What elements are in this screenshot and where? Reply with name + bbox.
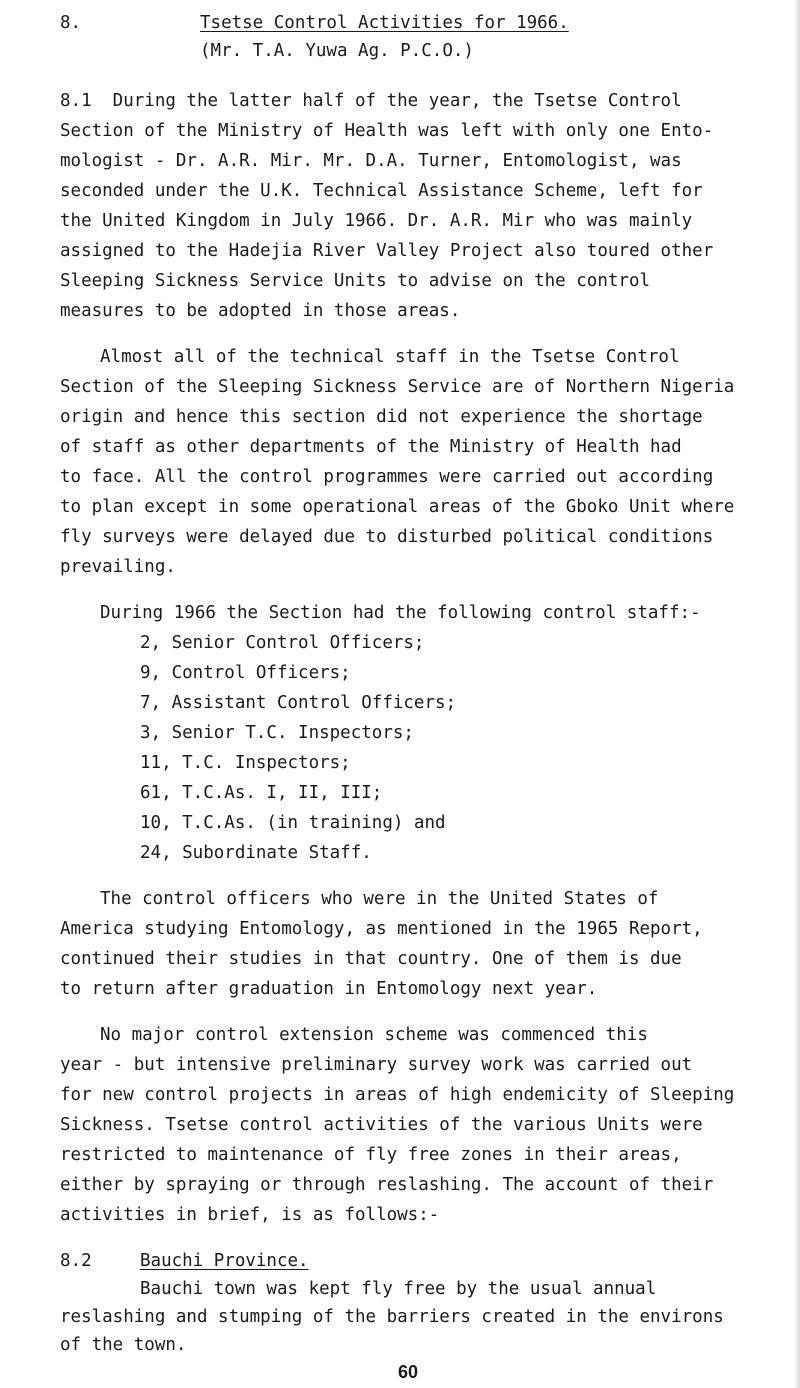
paragraph-line: year - but intensive preliminary survey work was carried out xyxy=(60,1055,693,1075)
paragraph-line: Sickness. Tsetse control activities of the various Units were xyxy=(60,1115,703,1135)
staff-list-item: 2, Senior Control Officers; xyxy=(140,633,425,653)
paragraph-line: of the town. xyxy=(60,1335,187,1355)
paragraph-line: No major control extension scheme was commenced this xyxy=(100,1025,648,1045)
staff-list-item: 9, Control Officers; xyxy=(140,663,351,683)
paragraph-line: to plan except in some operational areas of the Gboko Unit where xyxy=(60,497,735,517)
paragraph-line: continued their studies in that country. One of them is due xyxy=(60,949,682,969)
paragraph-line: mologist - Dr. A.R. Mir. Mr. D.A. Turner, Entomologist, was xyxy=(60,151,682,171)
paragraph-line: reslashing and stumping of the barriers created in the environs xyxy=(60,1307,724,1327)
paragraph-line: the United Kingdom in July 1966. Dr. A.R. Mir who was mainly xyxy=(60,211,693,231)
staff-list-item: 3, Senior T.C. Inspectors; xyxy=(140,723,414,743)
paragraph-line: to face. All the control programmes were carried out according xyxy=(60,467,714,487)
paragraph-line: Section of the Sleeping Sickness Service are of Northern Nigeria xyxy=(60,377,735,397)
paragraph-line: Section of the Ministry of Health was left with only one Ento- xyxy=(60,121,714,141)
paragraph-line: prevailing. xyxy=(60,557,176,577)
paragraph-line: for new control projects in areas of high endemicity of Sleeping xyxy=(60,1085,735,1105)
subsection-number: 8.2 xyxy=(60,1251,92,1271)
page-number: 60 xyxy=(398,1362,419,1382)
staff-list-item: 11, T.C. Inspectors; xyxy=(140,753,351,773)
paragraph-line: origin and hence this section did not experience the shortage xyxy=(60,407,703,427)
paragraph-line: either by spraying or through reslashing. The account of their xyxy=(60,1175,714,1195)
paragraph-line: seconded under the U.K. Technical Assistance Scheme, left for xyxy=(60,181,703,201)
paragraph-line: restricted to maintenance of fly free zones in their areas, xyxy=(60,1145,682,1165)
paragraph-line: Almost all of the technical staff in the Tsetse Control xyxy=(100,347,680,367)
staff-intro: During 1966 the Section had the following control staff:- xyxy=(100,603,701,623)
paragraph-line: to return after graduation in Entomology next year. xyxy=(60,979,598,999)
section-number: 8. xyxy=(60,13,82,33)
paragraph-line: 8.1 During the latter half of the year, the Tsetse Control xyxy=(60,91,682,111)
paragraph-line: of staff as other departments of the Ministry of Health had xyxy=(60,437,682,457)
staff-list-item: 7, Assistant Control Officers; xyxy=(140,693,457,713)
paragraph-line: activities in brief, is as follows:- xyxy=(60,1205,440,1225)
paragraph-line: Sleeping Sickness Service Units to advise on the control xyxy=(60,271,651,291)
staff-list-item: 10, T.C.As. (in training) and xyxy=(140,813,446,833)
staff-list-item: 61, T.C.As. I, II, III; xyxy=(140,783,383,803)
paragraph-line: America studying Entomology, as mentioned in the 1965 Report, xyxy=(60,919,703,939)
paragraph-line: fly surveys were delayed due to disturbed political conditions xyxy=(60,527,714,547)
section-subtitle: (Mr. T.A. Yuwa Ag. P.C.O.) xyxy=(200,41,474,61)
paragraph-line: Bauchi town was kept fly free by the usual annual xyxy=(140,1279,657,1299)
paragraph-line: measures to be adopted in those areas. xyxy=(60,301,461,321)
staff-list-item: 24, Subordinate Staff. xyxy=(140,843,372,863)
section-title: Tsetse Control Activities for 1966. xyxy=(200,13,569,33)
paragraph-line: The control officers who were in the United States of xyxy=(100,889,659,909)
subsection-title: Bauchi Province. xyxy=(140,1251,309,1271)
paragraph-line: assigned to the Hadejia River Valley Project also toured other xyxy=(60,241,714,261)
